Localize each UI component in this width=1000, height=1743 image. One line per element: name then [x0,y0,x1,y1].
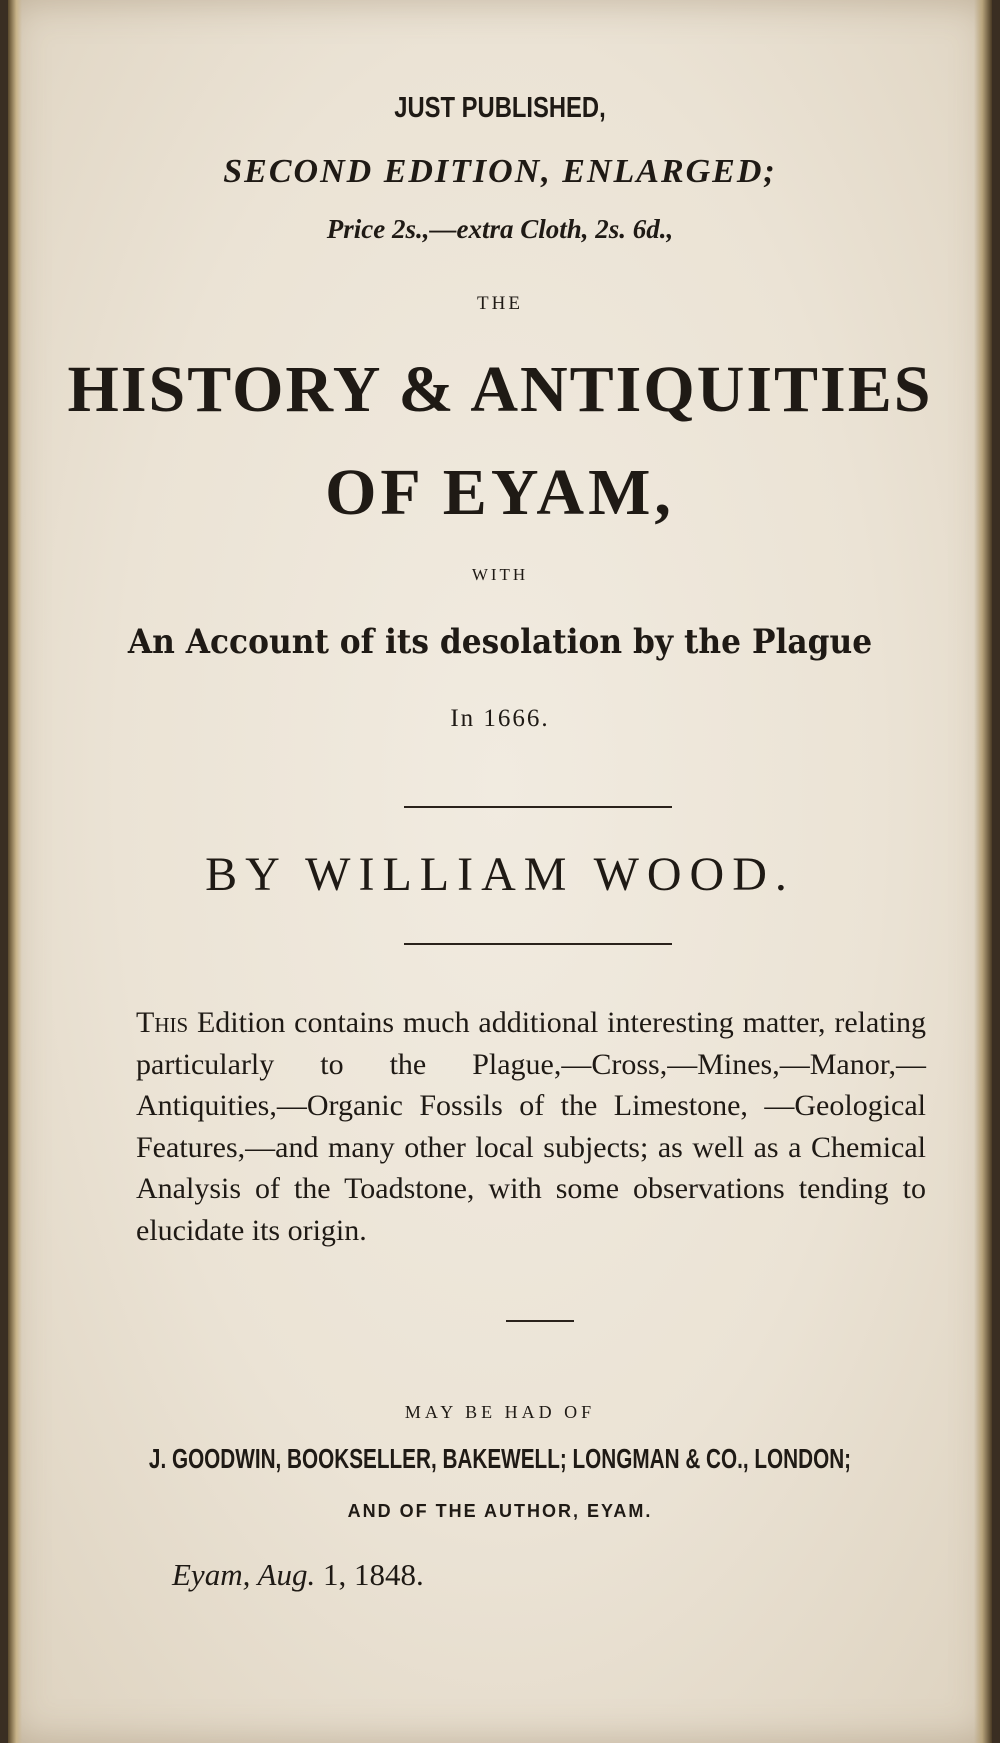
description-text: Edition contains much additional interesting matter, relating particularly to the Plague,—Cross,—Mines,—Manor,—Antiquities,—Organic Fossils of the Limestone, —Geological Features,—and many other local subjects; as well as a Chemical Analysis of the Toadstone, with some observations tending to elucidate its origin. [136,1006,926,1247]
announcement: JUST PUBLISHED, [394,92,606,124]
edition-line: SECOND EDITION, ENLARGED; [223,153,777,190]
printed-page [8,0,992,1743]
day-year: 1, 1848. [315,1557,424,1592]
title-with: WITH [471,565,529,584]
divider-rule [404,806,672,808]
plague-year: In 1666. [450,705,550,732]
title-article: THE [477,293,523,314]
place-month: Eyam, Aug. [172,1557,316,1592]
availability-heading: MAY BE HAD OF [404,1402,596,1422]
place-date [172,1557,424,1593]
author-byline: BY WILLIAM WOOD. [205,848,795,901]
price-line: Price 2s.,—extra Cloth, 2s. 6d., [326,214,674,244]
description-lead: This [136,1006,189,1039]
book-subtitle: An Account of its desolation by the Plague [127,622,873,662]
book-title-line-2: OF EYAM, [325,456,675,529]
book-title-line-1: HISTORY & ANTIQUITIES [67,353,933,426]
edition-description [136,1002,926,1251]
divider-rule [506,1320,574,1322]
author-seller-line: AND OF THE AUTHOR, EYAM. [347,1501,653,1521]
publishers-line: J. GOODWIN, BOOKSELLER, BAKEWELL; LONGMAN & CO., LONDON; [148,1443,852,1474]
divider-rule [404,943,672,945]
